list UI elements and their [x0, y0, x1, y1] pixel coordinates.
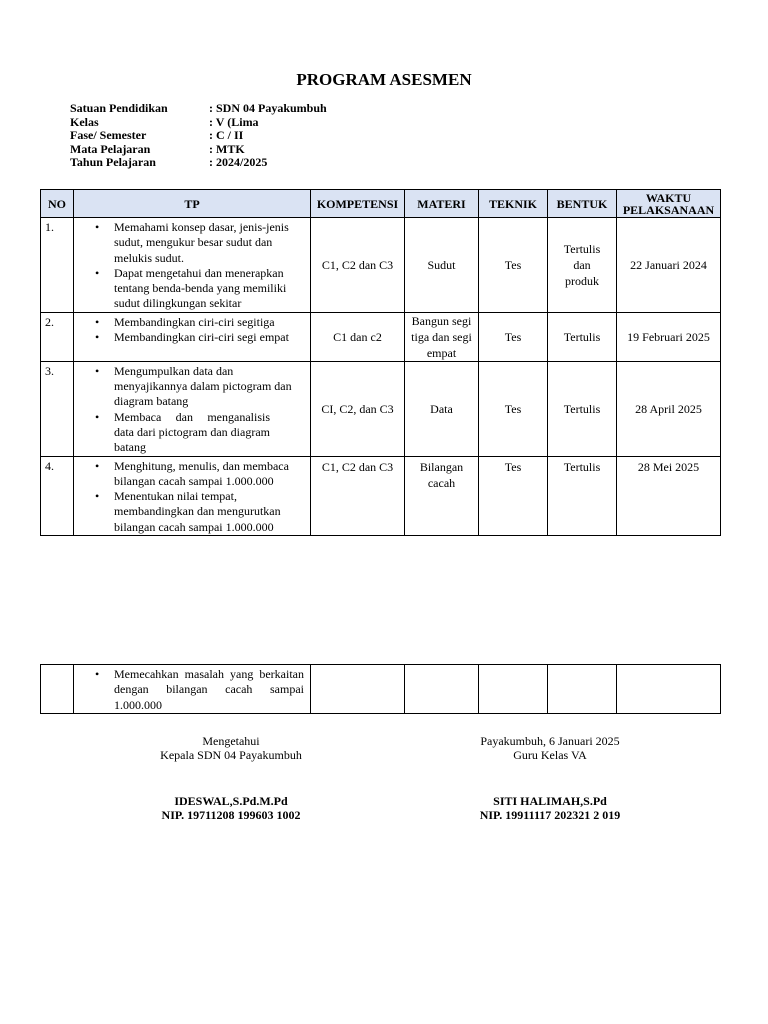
materi-cell: Sudut: [405, 218, 479, 313]
materi-cell: [405, 665, 479, 714]
table-row: [41, 312, 721, 361]
signature-right-line2: Guru Kelas VA: [513, 748, 587, 762]
waktu-cell: [617, 665, 721, 714]
row-number: 4.: [41, 456, 74, 535]
tp-cell: [74, 312, 311, 361]
header-kompetensi: KOMPETENSI: [311, 190, 405, 218]
info-row-kelas: [70, 116, 327, 130]
tp-item: • Memahami konsep dasar, jenis-jenis sudut, mengukur besar sudut dan melukis sudut.: [114, 220, 304, 266]
info-value: : 2024/2025: [209, 155, 268, 169]
header-waktu-line1: WAKTU: [645, 190, 692, 205]
signature-left: [111, 734, 351, 822]
tp-item: • Menentukan nilai tempat, membandingkan dan mengurutkan bilangan cacah sampai 1.000.000: [114, 489, 304, 535]
header-bentuk: BENTUK: [548, 190, 617, 218]
waktu-cell: 28 April 2025: [617, 361, 721, 456]
info-value: : SDN 04 Payakumbuh: [209, 101, 327, 115]
waktu-cell: 19 Februari 2025: [617, 312, 721, 361]
tp-item: • Membandingkan ciri-ciri segi empat: [114, 330, 304, 345]
bentuk-cell: Tertulis: [548, 312, 617, 361]
header-materi: MATERI: [405, 190, 479, 218]
kompetensi-cell: [311, 665, 405, 714]
info-label: Fase/ Semester: [70, 128, 147, 142]
tp-item: • Dapat mengetahui dan menerapkan tentang benda-benda yang memiliki sudut dilingkungan sekitar: [114, 266, 304, 312]
teknik-cell: [479, 665, 548, 714]
header-no: NO: [41, 190, 74, 218]
tp-item: • Memecahkan masalah yang berkaitan dengan bilangan cacah sampai 1.000.000: [114, 667, 304, 713]
info-label: Kelas: [70, 114, 99, 129]
tp-item: • Menghitung, menulis, dan membaca bilangan cacah sampai 1.000.000: [114, 459, 304, 490]
info-row-tahun: [70, 156, 327, 170]
teknik-cell: Tes: [479, 361, 548, 456]
info-label: Satuan Pendidikan: [70, 101, 168, 115]
tp-cell: [74, 361, 311, 456]
kompetensi-cell: C1 dan c2: [311, 312, 405, 361]
info-label: Mata Pelajaran: [70, 141, 151, 156]
header-tp: TP: [74, 190, 311, 218]
info-row-fase: [70, 129, 327, 143]
signature-left-name: IDESWAL,S.Pd.M.Pd: [174, 794, 288, 808]
page-title: PROGRAM ASESMEN: [296, 70, 472, 89]
signature-left-line2: Kepala SDN 04 Payakumbuh: [160, 748, 302, 762]
tp-item: • Membaca dan menganalisis data dari pictogram dan diagram batang: [114, 410, 304, 456]
teknik-cell: Tes: [479, 312, 548, 361]
info-row-satuan: [70, 102, 327, 116]
table-row: [41, 665, 721, 714]
table-header-row: [41, 190, 721, 218]
row-number: [41, 665, 74, 714]
info-label: Tahun Pelajaran: [70, 155, 156, 169]
assessment-table-continued: [40, 664, 721, 714]
kompetensi-cell: C1, C2 dan C3: [311, 218, 405, 313]
tp-item: • Membandingkan ciri-ciri segitiga: [114, 315, 304, 330]
header-waktu-line2: PELAKSANAAN: [622, 202, 715, 217]
header-teknik: TEKNIK: [479, 190, 548, 218]
signature-right-line1: Payakumbuh, 6 Januari 2025: [480, 734, 620, 748]
tp-item: • Mengumpulkan data dan menyajikannya dalam pictogram dan diagram batang: [114, 364, 304, 410]
signature-right: [430, 734, 670, 822]
signature-left-line1: Mengetahui: [202, 734, 260, 748]
assessment-table: [40, 189, 721, 536]
kompetensi-cell: CI, C2, dan C3: [311, 361, 405, 456]
table-row: [41, 456, 721, 535]
info-row-mapel: [70, 143, 327, 157]
tp-cell: [74, 456, 311, 535]
waktu-cell: 28 Mei 2025: [617, 456, 721, 535]
bentuk-cell: [548, 665, 617, 714]
teknik-cell: Tes: [479, 456, 548, 535]
tp-cell: [74, 218, 311, 313]
materi-cell: Data: [405, 361, 479, 456]
kompetensi-cell: C1, C2 dan C3: [311, 456, 405, 535]
table-row: [41, 218, 721, 313]
bentuk-cell: Tertulis: [548, 361, 617, 456]
tp-cell: [74, 665, 311, 714]
signature-right-name: SITI HALIMAH,S.Pd: [493, 794, 607, 808]
document-info: [70, 102, 327, 170]
signature-right-nip: NIP. 19911117 202321 2 019: [479, 808, 621, 822]
row-number: 3.: [41, 361, 74, 456]
materi-cell: Bilangan cacah: [405, 456, 479, 535]
row-number: 1.: [41, 218, 74, 313]
bentuk-cell: Tertulis dan produk: [548, 218, 617, 313]
bentuk-cell: Tertulis: [548, 456, 617, 535]
info-value: : V (Lima: [209, 114, 259, 129]
signature-left-nip: NIP. 19711208 199603 1002: [161, 808, 301, 822]
table-row: [41, 361, 721, 456]
info-value: : MTK: [209, 141, 245, 156]
row-number: 2.: [41, 312, 74, 361]
waktu-cell: 22 Januari 2024: [617, 218, 721, 313]
info-value: : C / II: [209, 128, 244, 142]
header-waktu: [617, 190, 721, 218]
materi-cell: Bangun segi tiga dan segi empat: [405, 312, 479, 361]
teknik-cell: Tes: [479, 218, 548, 313]
